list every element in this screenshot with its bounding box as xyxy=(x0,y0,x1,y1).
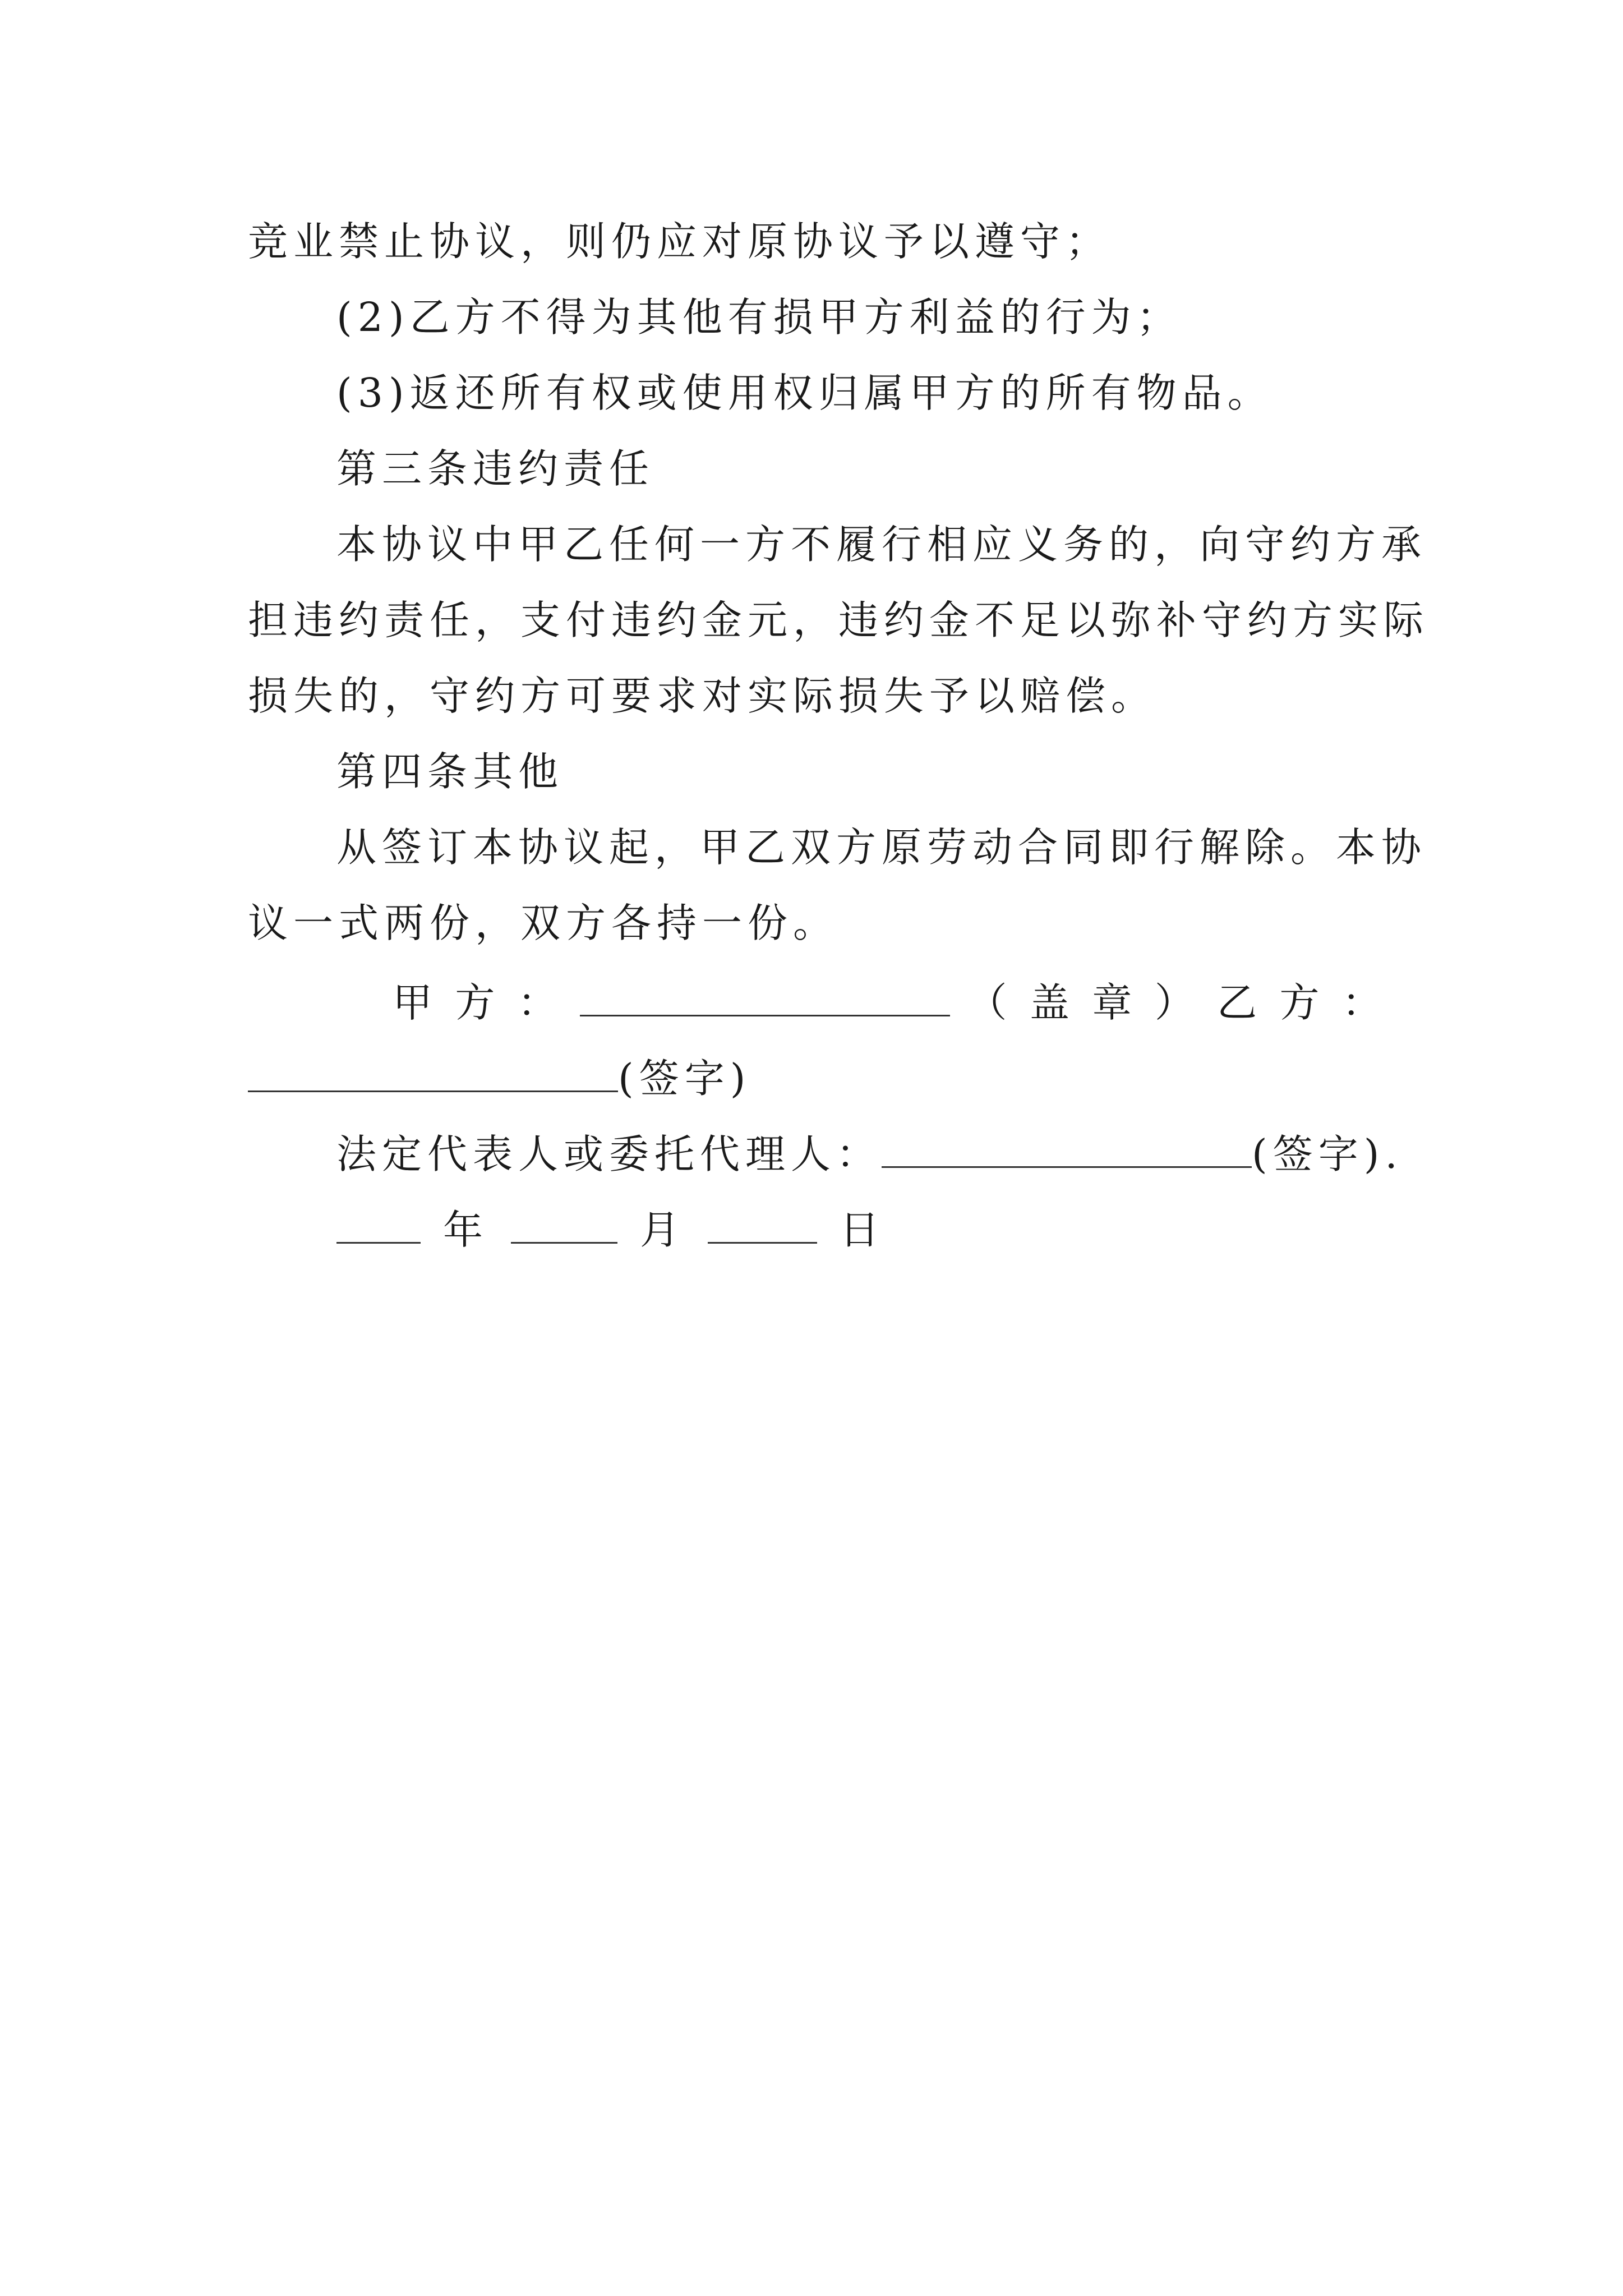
party-a-char: ： xyxy=(517,979,563,1026)
party-a-char: 甲 xyxy=(393,979,439,1026)
legal-rep-blank[interactable] xyxy=(882,1130,1252,1168)
seal-char: 盖 xyxy=(1029,979,1075,1026)
date-line xyxy=(336,1206,886,1253)
paragraph-line: 担违约责任，支付违约金元，违约金不足以弥补守约方实际 xyxy=(248,597,1430,643)
legal-rep-line xyxy=(336,1130,1403,1177)
seal-char: （ xyxy=(967,979,1013,1026)
month-blank[interactable] xyxy=(511,1206,617,1244)
party-b-blank[interactable] xyxy=(248,1055,618,1092)
party-b-sign-line xyxy=(248,1055,751,1102)
seal-char: ） xyxy=(1154,979,1200,1026)
paragraph-line: 竞业禁止协议，则仍应对原协议予以遵守； xyxy=(248,218,1112,265)
year-blank[interactable] xyxy=(336,1206,421,1244)
article-4-heading: 第四条其他 xyxy=(336,748,564,795)
clause-3: (3)返还所有权或使用权归属甲方的所有物品。 xyxy=(336,370,1273,416)
sign-label: (签字). xyxy=(1252,1130,1403,1177)
paragraph-line: 议一式两份，双方各持一份。 xyxy=(248,900,839,946)
month-label: 月 xyxy=(640,1206,686,1253)
seal-char: 章 xyxy=(1092,979,1138,1026)
sign-label: (签字) xyxy=(618,1055,751,1102)
clause-2: (2)乙方不得为其他有损甲方利益的行为； xyxy=(336,294,1182,341)
article-3-heading: 第三条违约责任 xyxy=(336,445,655,492)
year-label: 年 xyxy=(443,1206,489,1253)
party-signature-row xyxy=(393,979,1387,1026)
party-a-blank[interactable] xyxy=(580,979,950,1016)
party-b-char: 方 xyxy=(1279,979,1325,1026)
party-b-char: 乙 xyxy=(1217,979,1263,1026)
day-blank[interactable] xyxy=(708,1206,817,1244)
paragraph-line: 从签订本协议起，甲乙双方原劳动合同即行解除。本协 xyxy=(336,824,1427,871)
paragraph-line: 损失的，守约方可要求对实际损失予以赔偿。 xyxy=(248,673,1157,719)
party-b-char: ： xyxy=(1341,979,1387,1026)
paragraph-line: 本协议中甲乙任何一方不履行相应义务的，向守约方承 xyxy=(336,521,1427,568)
party-a-char: 方 xyxy=(455,979,501,1026)
legal-rep-label: 法定代表人或委托代理人： xyxy=(336,1130,882,1177)
day-label: 日 xyxy=(840,1206,886,1253)
